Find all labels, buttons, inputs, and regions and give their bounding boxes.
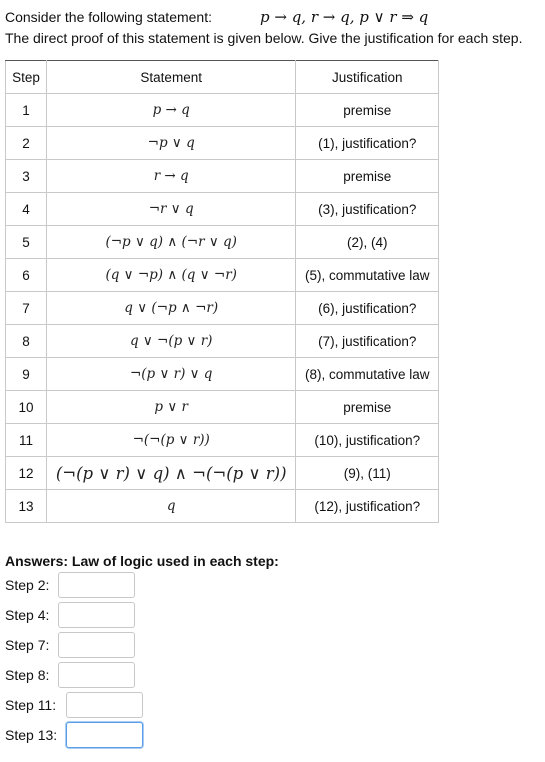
answer-label: Step 8:	[5, 667, 50, 683]
step-number: 3	[6, 160, 47, 193]
proof-table	[5, 60, 439, 523]
table-row	[6, 94, 439, 127]
answer-label: Step 11:	[5, 697, 57, 713]
answer-row	[5, 630, 205, 660]
step-number: 13	[6, 490, 47, 523]
table-header-row	[6, 61, 439, 94]
answers-heading: Answers: Law of logic used in each step:	[5, 553, 279, 569]
proof-table-body	[6, 94, 439, 523]
answer-input-step-4[interactable]	[58, 602, 135, 628]
statement-cell: (¬p ∨ q) ∧ (¬r ∨ q)	[46, 226, 296, 259]
table-row	[6, 226, 439, 259]
justification-cell: (6), justification?	[296, 292, 439, 325]
justification-cell: (7), justification?	[296, 325, 439, 358]
table-row	[6, 358, 439, 391]
statement-cell: ¬r ∨ q	[46, 193, 296, 226]
justification-cell: (2), (4)	[296, 226, 439, 259]
table-row	[6, 127, 439, 160]
header-step: Step	[6, 61, 47, 94]
intro	[5, 7, 540, 48]
justification-cell: (12), justification?	[296, 490, 439, 523]
statement-formula: p → q, r → q, p ∨ r ⇒ q	[260, 8, 429, 26]
justification-cell: (1), justification?	[296, 127, 439, 160]
statement-cell: (q ∨ ¬p) ∧ (q ∨ ¬r)	[46, 259, 296, 292]
justification-cell: (8), commutative law	[296, 358, 439, 391]
step-number: 2	[6, 127, 47, 160]
statement-cell: q ∨ (¬p ∧ ¬r)	[46, 292, 296, 325]
table-row	[6, 160, 439, 193]
answer-row	[5, 600, 205, 630]
answer-label: Step 13:	[5, 727, 58, 743]
answer-input-step-11[interactable]	[66, 692, 143, 718]
step-number: 7	[6, 292, 47, 325]
statement-cell: (¬(p ∨ r) ∨ q) ∧ ¬(¬(p ∨ r))	[46, 457, 296, 490]
instruction-text: The direct proof of this statement is given below. Give the justification for each step.	[5, 30, 523, 46]
header-justification: Justification	[296, 61, 439, 94]
statement-cell: q	[46, 490, 296, 523]
justification-cell: (3), justification?	[296, 193, 439, 226]
answer-row	[5, 720, 205, 750]
step-number: 9	[6, 358, 47, 391]
answer-row	[5, 570, 205, 600]
step-number: 6	[6, 259, 47, 292]
table-row	[6, 457, 439, 490]
statement-cell: p → q	[46, 94, 296, 127]
justification-cell: (9), (11)	[296, 457, 439, 490]
answer-label: Step 7:	[5, 637, 50, 653]
answer-input-step-2[interactable]	[58, 572, 135, 598]
step-number: 1	[6, 94, 47, 127]
table-row	[6, 193, 439, 226]
statement-cell: ¬(¬(p ∨ r))	[46, 424, 296, 457]
justification-cell: (5), commutative law	[296, 259, 439, 292]
justification-cell: (10), justification?	[296, 424, 439, 457]
justification-cell: premise	[296, 160, 439, 193]
table-row	[6, 259, 439, 292]
table-row	[6, 325, 439, 358]
step-number: 4	[6, 193, 47, 226]
header-statement: Statement	[46, 61, 296, 94]
statement-cell: r → q	[46, 160, 296, 193]
step-number: 8	[6, 325, 47, 358]
answer-label: Step 2:	[5, 577, 50, 593]
answer-row	[5, 690, 205, 720]
step-number: 5	[6, 226, 47, 259]
answers-section	[5, 551, 279, 571]
statement-cell: p ∨ r	[46, 391, 296, 424]
table-row	[6, 391, 439, 424]
statement-cell: ¬p ∨ q	[46, 127, 296, 160]
justification-cell: premise	[296, 94, 439, 127]
table-row	[6, 292, 439, 325]
answer-input-step-13[interactable]	[66, 722, 143, 748]
answer-input-step-8[interactable]	[58, 662, 135, 688]
statement-cell: ¬(p ∨ r) ∨ q	[46, 358, 296, 391]
table-row	[6, 424, 439, 457]
step-number: 10	[6, 391, 47, 424]
answer-label: Step 4:	[5, 607, 50, 623]
table-row	[6, 490, 439, 523]
step-number: 11	[6, 424, 47, 457]
step-number: 12	[6, 457, 47, 490]
answer-row	[5, 660, 205, 690]
statement-cell: q ∨ ¬(p ∨ r)	[46, 325, 296, 358]
answer-input-step-7[interactable]	[58, 632, 135, 658]
justification-cell: premise	[296, 391, 439, 424]
consider-label: Consider the following statement:	[5, 9, 212, 25]
